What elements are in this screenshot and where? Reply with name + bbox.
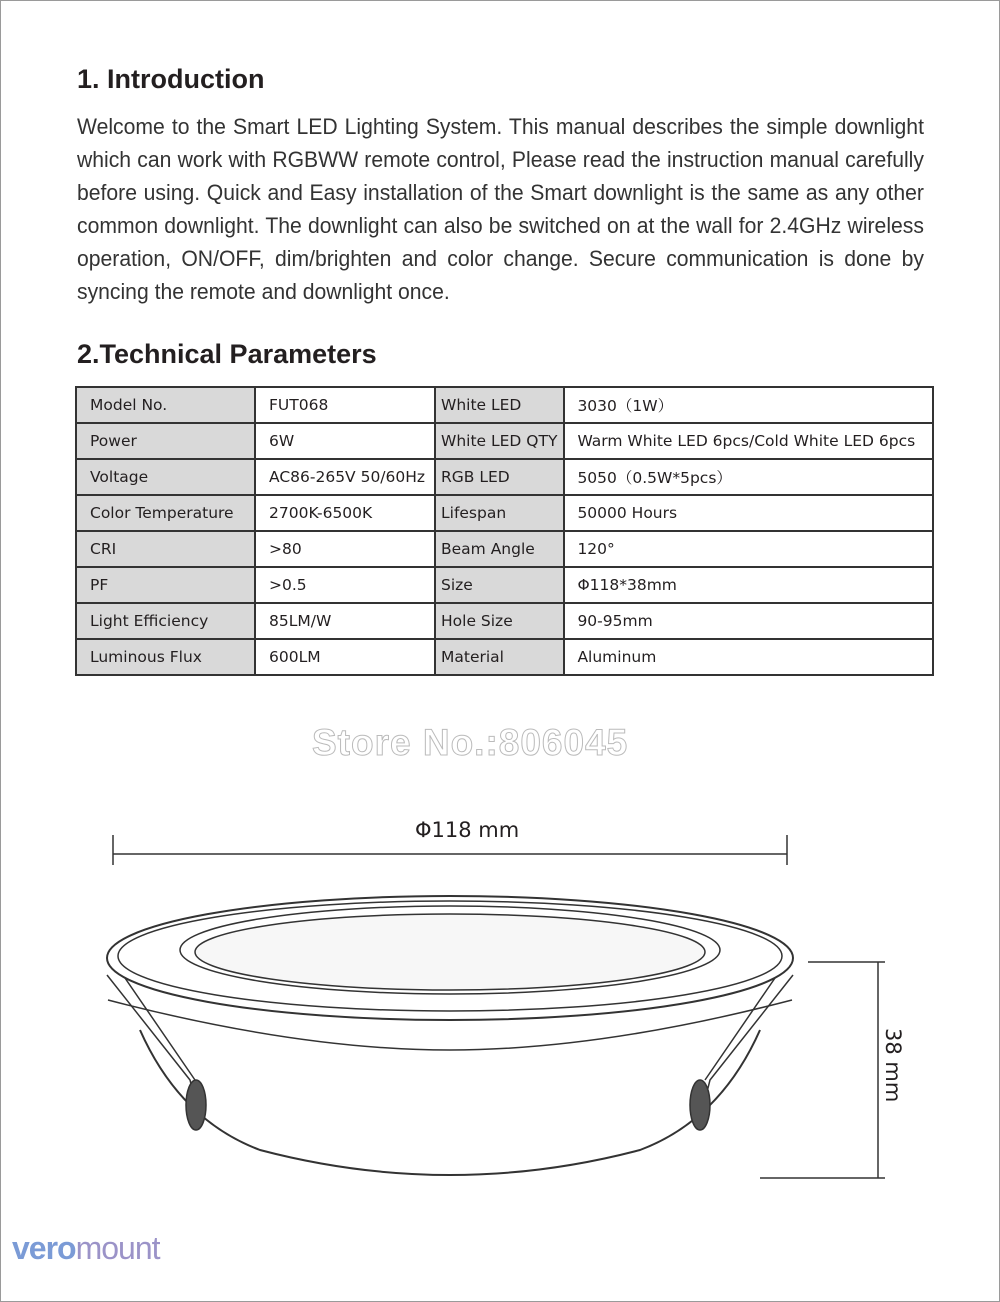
param-value: 5050（0.5W*5pcs） — [564, 459, 933, 495]
param-value: >0.5 — [255, 567, 435, 603]
param-label: White LED — [435, 387, 564, 423]
param-value: AC86-265V 50/60Hz — [255, 459, 435, 495]
param-value: 90-95mm — [564, 603, 933, 639]
param-label: Material — [435, 639, 564, 675]
param-value: 6W — [255, 423, 435, 459]
rim-underside — [108, 1000, 792, 1050]
param-label: Model No. — [76, 387, 255, 423]
param-label: Size — [435, 567, 564, 603]
param-value: Φ118*38mm — [564, 567, 933, 603]
spring-coil-right — [690, 1080, 710, 1130]
param-value: 3030（1W） — [564, 387, 933, 423]
watermark: Store No.:806045 — [312, 722, 629, 763]
parameters-table — [75, 386, 934, 676]
table-row — [76, 603, 933, 639]
param-value: 2700K-6500K — [255, 495, 435, 531]
param-value: FUT068 — [255, 387, 435, 423]
param-label: CRI — [76, 531, 255, 567]
param-value: 600LM — [255, 639, 435, 675]
table-row — [76, 639, 933, 675]
param-value: Aluminum — [564, 639, 933, 675]
logo-light: mount — [75, 1230, 160, 1266]
logo-bold: vero — [12, 1230, 76, 1266]
params-heading: 2.Technical Parameters — [77, 339, 377, 369]
intro-text: Welcome to the Smart LED Lighting System. This manual describes the simple downlight which can work with RGBWW remote control, Please read the instruction manual carefully before using. Quick and Easy installation of the Smart downlight is the same as any other common downlight. The downlight can also be switched on at the wall for 2.4GHz wireless operation, ON/OFF, dim/brighten and color change. Secure communication is done by syncing the remote and downlight once. — [77, 114, 924, 304]
table-row — [76, 387, 933, 423]
param-label: PF — [76, 567, 255, 603]
table-row — [76, 567, 933, 603]
intro-heading: 1. Introduction — [77, 64, 265, 94]
param-label: RGB LED — [435, 459, 564, 495]
param-value: 50000 Hours — [564, 495, 933, 531]
table-row — [76, 531, 933, 567]
param-value: Warm White LED 6pcs/Cold White LED 6pcs — [564, 423, 933, 459]
spring-coil-left — [186, 1080, 206, 1130]
param-label: Power — [76, 423, 255, 459]
table-row — [76, 423, 933, 459]
param-value: 120° — [564, 531, 933, 567]
table-row — [76, 459, 933, 495]
param-label: White LED QTY — [435, 423, 564, 459]
veromount-logo — [12, 1230, 160, 1267]
body — [140, 1030, 760, 1175]
table-row — [76, 495, 933, 531]
lens — [195, 914, 705, 990]
param-label: Beam Angle — [435, 531, 564, 567]
param-label: Hole Size — [435, 603, 564, 639]
param-value: >80 — [255, 531, 435, 567]
param-label: Light Efficiency — [76, 603, 255, 639]
param-value: 85LM/W — [255, 603, 435, 639]
param-label: Lifespan — [435, 495, 564, 531]
diameter-label: Φ118 mm — [415, 818, 520, 842]
param-label: Color Temperature — [76, 495, 255, 531]
param-label: Luminous Flux — [76, 639, 255, 675]
downlight-drawing — [0, 800, 1000, 1200]
param-label: Voltage — [76, 459, 255, 495]
height-label: 38 mm — [881, 1028, 905, 1103]
